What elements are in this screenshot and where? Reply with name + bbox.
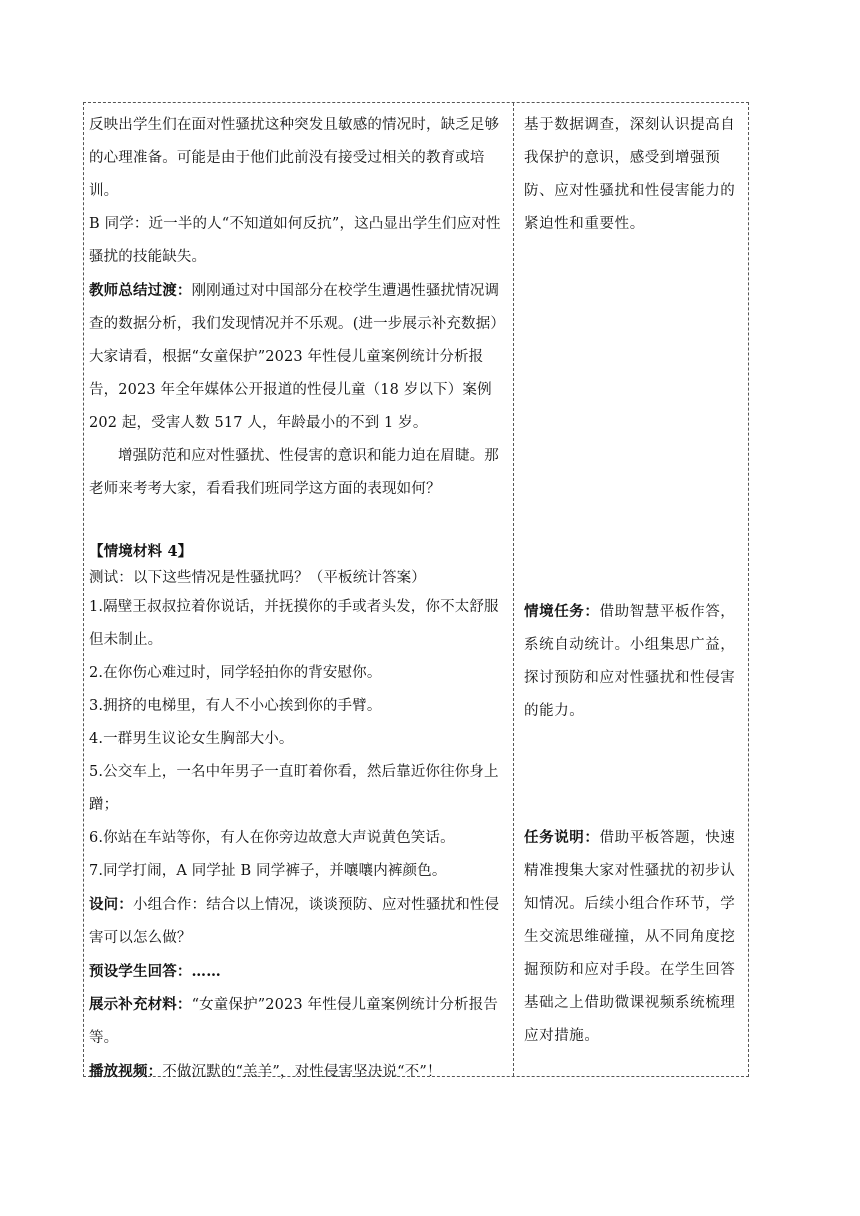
material-title: 【情境材料 4】 (89, 543, 193, 560)
lesson-table (83, 102, 749, 1080)
paragraph-challenge: 增强防范和应对性骚扰、性侵害的意识和能力迫在眉睫。那老师来考考大家，看看我们班同学这方面的表现如何？ (89, 448, 499, 497)
list-item: 5.公交车上，一名中年男子一直盯着你看，然后靠近你往你身上蹭； (89, 764, 499, 813)
paragraph-student-b: B 同学：近一半的人“不知道如何反抗”，这凸显出学生们应对性骚扰的技能缺失。 (89, 216, 501, 265)
question-label: 设问： (89, 896, 133, 913)
list-item: 3.拥挤的电梯里，有人不小心挨到你的手臂。 (89, 698, 382, 714)
list-item: 1.隔壁王叔叔拉着你说话，并抚摸你的手或者头发，你不太舒服但未制止。 (89, 599, 499, 648)
video (89, 1055, 509, 1089)
left-column (89, 109, 509, 1089)
right-column (524, 109, 744, 1044)
teacher-summary-text: 刚刚通过对中国部分在校学生遭遇性骚扰情况调查的数据分析，我们发现情况并不乐观。(进一步展示补充数据）大家请看，根据“女童保护”2023 年性侵儿童案例统计分析报告，2023 年全年媒体公开报道的性侵儿童（18 岁以下）案例 202 起，受害人数 517 人，年龄最小的不到 1 岁。 (89, 283, 506, 431)
paragraph-analysis: 反映出学生们在面对性骚扰这种突发且敏感的情况时，缺乏足够的心理准备。可能是由于他们此前没有接受过相关的教育或培训。 (89, 117, 500, 199)
design-intent: 基于数据调查，深刻认识提高自我保护的意识，感受到增强预防、应对性骚扰和性侵害能力的紧迫性和重要性。 (524, 117, 736, 232)
task-description (524, 821, 744, 1053)
situation-task (524, 595, 744, 728)
list-item: 7.同学打闹，A 同学扯 B 同学裤子，并嚷嚷内裤颜色。 (89, 863, 447, 879)
situation-task-label: 情境任务： (524, 603, 600, 620)
preset-answer: 预设学生回答：…… (89, 963, 221, 980)
question-text: 小组合作：结合以上情况，谈谈预防、应对性骚扰和性侵害可以怎么做？ (89, 897, 500, 946)
task-description-label: 任务说明： (524, 829, 600, 846)
question (89, 888, 509, 955)
list-item: 6.你站在车站等你，有人在你旁边故意大声说黄色笑话。 (89, 830, 455, 846)
list-item: 2.在你伤心难过时，同学轻拍你的背安慰你。 (89, 665, 382, 681)
supplementary-label: 展示补充材料： (89, 996, 192, 1013)
supplementary-text: “女童保护”2023 年性侵儿童案例统计分析报告等。 (89, 997, 498, 1046)
video-label: 播放视频： (89, 1063, 163, 1080)
column-divider (513, 103, 514, 1076)
paragraph-teacher-summary (89, 274, 509, 440)
situation-task-text: 借助智慧平板作答，系统自动统计。小组集思广益，探讨预防和应对性骚扰和性侵害的能力。 (524, 604, 736, 719)
test-line: 测试：以下这些情况是性骚扰吗？（平板统计答案） (89, 570, 426, 586)
teacher-summary-label: 教师总结过渡： (89, 282, 192, 299)
task-description-text: 借助平板答题，快速精准搜集大家对性骚扰的初步认知情况。后续小组合作环节，学生交流思维碰撞，从不同角度挖掘预防和应对手段。在学生回答基础之上借助微课视频系统梳理应对措施。 (524, 830, 736, 1044)
list-item: 4.一群男生议论女生胸部大小。 (89, 731, 294, 747)
video-text: 不做沉默的“羔羊”，对性侵害坚决说“不”！ (162, 1064, 442, 1080)
supplementary-material (89, 988, 509, 1055)
